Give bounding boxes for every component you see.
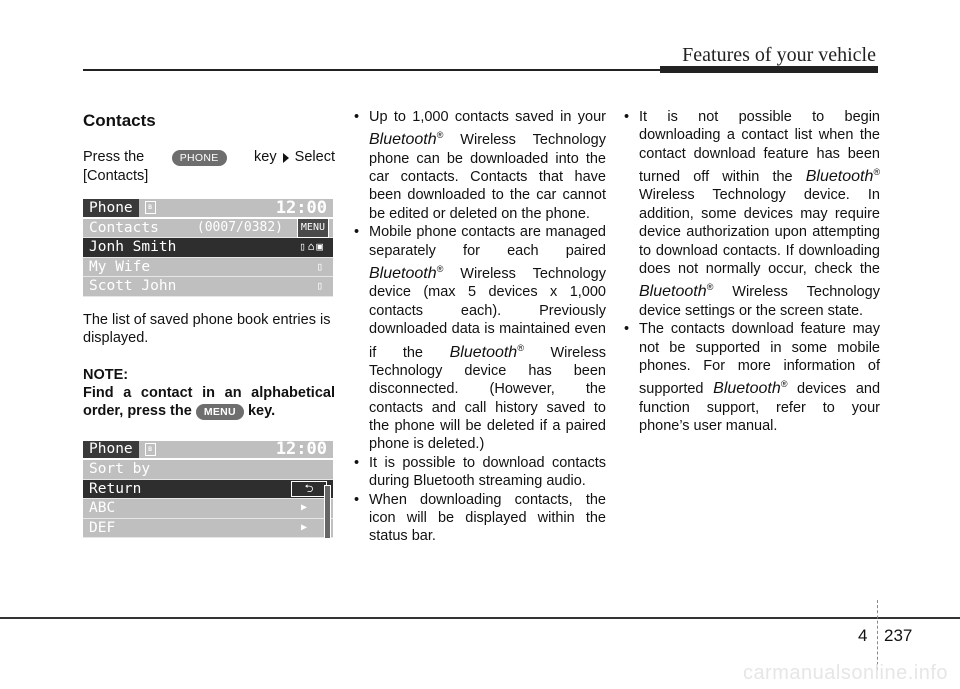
desc-text: The list of saved phone book entries is displayed. <box>83 311 331 347</box>
press-word: Press the <box>83 149 145 166</box>
header-title: Features of your vehicle <box>682 44 876 66</box>
bullet-text: The contacts download feature may not be supported in some mobile phones. For more information of supported <box>639 321 880 398</box>
screen-clock: 12:00 <box>275 439 327 460</box>
screen-sort <box>83 441 333 539</box>
sort-option <box>83 499 333 519</box>
key-word: key <box>254 149 277 166</box>
contacts-count: (0007/0382) <box>196 219 283 235</box>
bluetooth-icon: ʙ <box>145 201 156 214</box>
contacts-label: Contacts <box>89 219 159 236</box>
menu-key: MENU <box>196 404 244 420</box>
bullet-list <box>354 108 606 546</box>
contact-row <box>83 238 333 258</box>
sort-option-label: ABC <box>89 500 116 517</box>
sort-label: Sort by <box>89 461 151 478</box>
footer-rule <box>0 617 960 619</box>
bullet-text: devices and function support, refer to your phone’s user manual. <box>639 381 881 434</box>
screen-status-row <box>83 441 333 461</box>
bluetooth-word: Bluetooth <box>805 168 874 186</box>
screen-title: Phone <box>83 199 139 217</box>
contact-row <box>83 277 333 297</box>
sort-option <box>83 519 333 539</box>
sort-row <box>83 460 333 480</box>
bullet-item <box>354 454 606 491</box>
contact-row <box>83 258 333 278</box>
note-text-a: Find a contact in an alphabetical order, press the <box>83 384 335 420</box>
bullet-item <box>624 108 880 320</box>
bluetooth-word: Bluetooth <box>369 264 437 282</box>
bullet-text: When downloading contacts, the icon will be displayed within the status bar. <box>369 491 606 545</box>
bullet-item <box>354 108 606 223</box>
page-number: 237 <box>884 626 913 645</box>
note-label: NOTE: <box>83 366 129 383</box>
phone-icon: ▯ <box>316 279 325 293</box>
bluetooth-word: Bluetooth <box>449 343 518 361</box>
bullet-text: Wireless Technology phone can be downloaded into the car contacts. Contacts that have been downloaded to the car cannot be edited or deleted on the phone. <box>369 132 606 222</box>
select-target: [Contacts] <box>83 167 149 184</box>
page-separator <box>877 600 879 670</box>
sort-option-label: DEF <box>89 519 116 536</box>
registered-mark: ® <box>780 379 788 390</box>
bluetooth-icon: ʙ <box>145 443 156 456</box>
bullet-item <box>354 491 606 546</box>
watermark: carmanualsonline.info <box>742 662 948 684</box>
column-1 <box>83 108 335 552</box>
arrow-right-icon: ▶ <box>300 502 307 514</box>
registered-mark: ® <box>706 282 714 293</box>
arrow-right-icon <box>283 153 289 163</box>
note-text-b: key. <box>247 403 276 420</box>
bullet-item <box>624 320 880 435</box>
bluetooth-word: Bluetooth <box>713 380 781 398</box>
phone-key: PHONE <box>172 150 227 166</box>
column-3 <box>624 108 880 435</box>
instruction-line <box>83 148 335 166</box>
bullet-text: It is not possible to begin downloading a contact list when the contact download feature has been turned off within the <box>639 109 880 186</box>
note-text <box>83 384 335 421</box>
registered-mark: ® <box>436 130 444 141</box>
bullet-text: Wireless Technology device has been disconnected. (However, the contacts and call history saved to the phone will be deleted if a paired phone is deleted.) <box>369 344 607 453</box>
bullet-text: Wireless Technology device (max 5 devices x 1,000 contacts each). Previously downloaded data is maintained even if the <box>369 265 606 361</box>
arrow-right-icon: ▶ <box>300 521 307 533</box>
contact-name: Scott John <box>89 278 177 295</box>
screen-clock: 12:00 <box>275 197 327 218</box>
bullet-text: Wireless Technology device. In addition, some devices may require device authorization upon attempting to download contacts. If downloading does not normally occur, check the <box>639 187 880 278</box>
registered-mark: ® <box>517 342 524 353</box>
bullet-item <box>354 223 606 454</box>
bluetooth-word: Bluetooth <box>369 131 437 149</box>
bullet-text: It is possible to download contacts during Bluetooth streaming audio. <box>369 454 606 490</box>
menu-badge: MENU <box>297 218 329 238</box>
header-rule-accent <box>660 66 878 73</box>
bluetooth-word: Bluetooth <box>639 283 707 301</box>
bullet-text: Mobile phone contacts are managed separately for each paired <box>369 224 606 259</box>
phone-icon: ▯ <box>316 259 325 273</box>
sort-option <box>83 480 333 500</box>
screen-contacts <box>83 199 333 297</box>
bullet-list <box>624 108 880 435</box>
contact-name: Jonh Smith <box>89 239 177 256</box>
phone-home-icons: ▯⌂▣ <box>299 240 325 254</box>
return-icon: ⮌ <box>291 481 327 497</box>
registered-mark: ® <box>436 264 444 275</box>
select-word: Select <box>294 149 335 166</box>
sort-option-label: Return <box>89 480 142 497</box>
screen-title: Phone <box>83 441 139 459</box>
screen-contacts-row <box>83 219 333 239</box>
contact-name: My Wife <box>89 258 151 275</box>
column-2 <box>354 108 606 546</box>
chapter-number: 4 <box>858 626 868 645</box>
bullet-text: Wireless Technology device settings or the screen state. <box>639 284 880 319</box>
screen-status-row <box>83 199 333 219</box>
section-heading: Contacts <box>83 111 156 130</box>
bullet-text: Up to 1,000 contacts saved in your <box>369 109 606 125</box>
key-select-group <box>254 148 335 166</box>
scrollbar <box>324 485 331 539</box>
registered-mark: ® <box>873 167 880 178</box>
